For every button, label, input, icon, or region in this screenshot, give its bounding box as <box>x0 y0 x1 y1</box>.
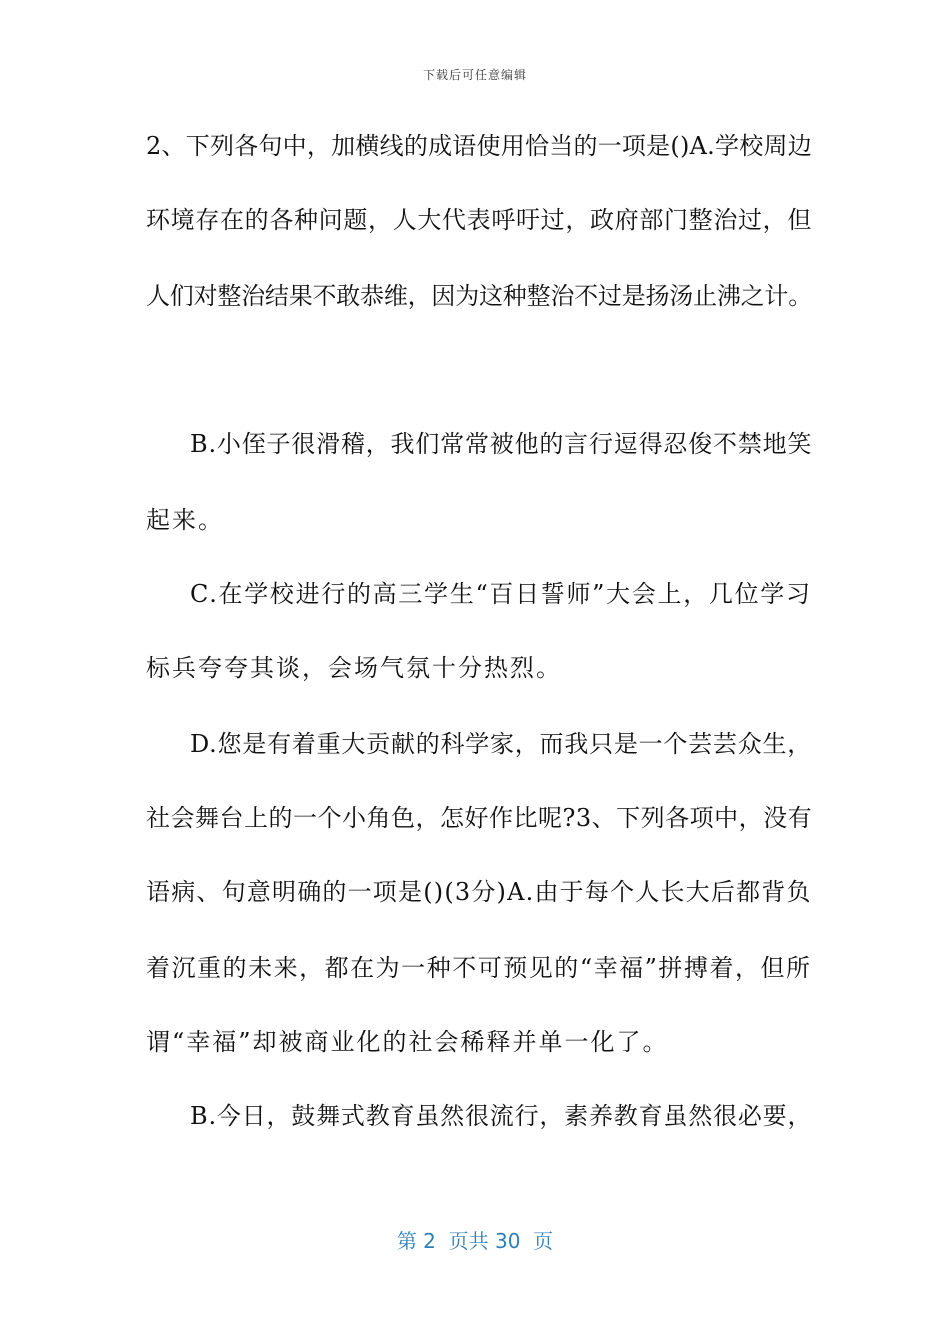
text-line-13: B.今日，鼓舞式教育虽然很流行，素养教育虽然很必要， <box>190 1102 813 1130</box>
text-line-7: 标兵夸夸其谈，会场气氛十分热烈。 <box>146 654 562 682</box>
text-line-10: 语病、句意明确的一项是()(3分)A.由于每个人长大后都背负 <box>146 878 812 906</box>
text-line-11: 着沉重的未来，都在为一种不可预见的“幸福”拼搏着，但所 <box>146 954 812 982</box>
text-line-1: 2、下列各句中，加横线的成语使用恰当的一项是()A.学校周边 <box>146 132 812 160</box>
text-line-4: B.小侄子很滑稽，我们常常被他的言行逗得忍俊不禁地笑 <box>190 430 813 458</box>
page-header: 下载后可任意编辑 <box>422 68 527 82</box>
text-line-6: C.在学校进行的高三学生“百日誓师”大会上，几位学习 <box>190 580 812 608</box>
text-line-9: 社会舞台上的一个小角色，怎好作比呢?3、下列各项中，没有 <box>146 804 813 832</box>
text-line-12: 谓“幸福”却被商业化的社会稀释并单一化了。 <box>146 1028 669 1056</box>
text-line-2: 环境存在的各种问题，人大代表呼吁过，政府部门整治过，但 <box>146 206 812 234</box>
text-line-8: D.您是有着重大贡献的科学家，而我只是一个芸芸众生， <box>190 730 813 758</box>
text-line-3: 人们对整治结果不敢恭维，因为这种整治不过是扬汤止沸之计。 <box>146 282 812 310</box>
text-line-5: 起来。 <box>146 506 224 534</box>
page-footer: 第 2 页共 30 页 <box>396 1229 554 1253</box>
